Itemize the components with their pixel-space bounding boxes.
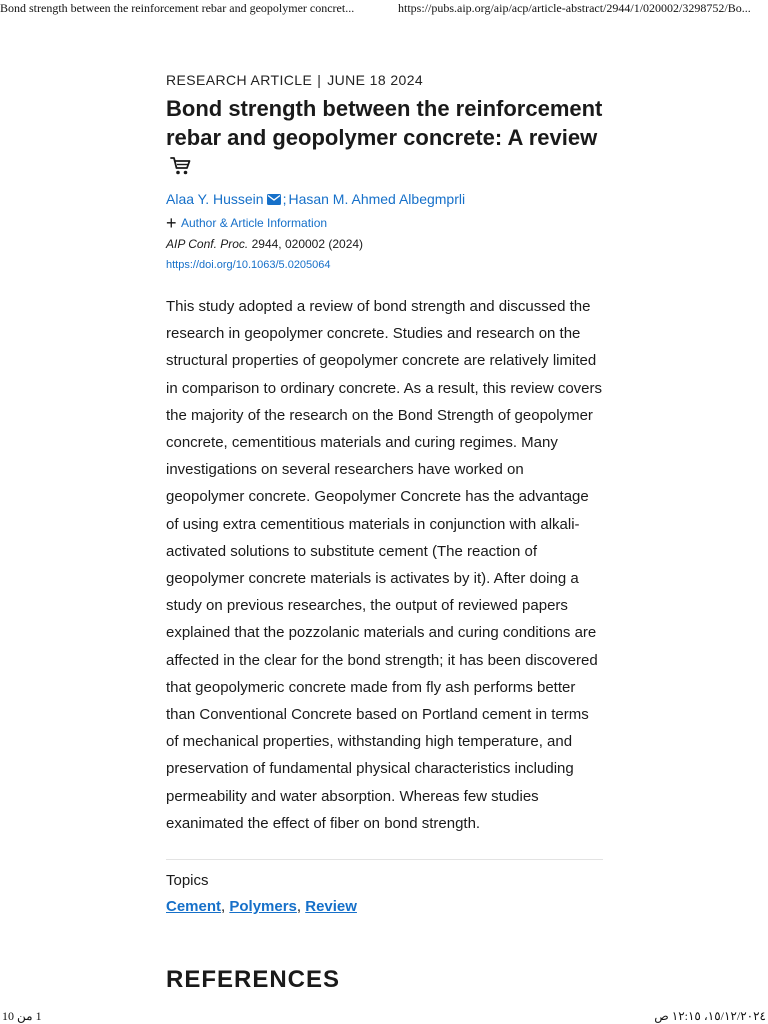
article-title-text: Bond strength between the reinforcement rebar and geopolymer concrete: A review xyxy=(166,96,603,150)
topic-link-review[interactable]: Review xyxy=(305,898,357,916)
topic-link-polymers[interactable]: Polymers xyxy=(229,898,297,916)
envelope-icon[interactable] xyxy=(267,190,281,210)
article-title xyxy=(166,94,603,183)
citation-journal: AIP Conf. Proc. xyxy=(166,237,249,251)
article-date: JUNE 18 2024 xyxy=(327,72,424,88)
topics-list xyxy=(166,896,603,918)
topics-label: Topics xyxy=(166,872,209,890)
references-section xyxy=(166,960,466,993)
topic-link-cement[interactable]: Cement xyxy=(166,898,222,916)
citation-details: 2944, 020002 (2024) xyxy=(251,237,364,251)
article-type: RESEARCH ARTICLE xyxy=(166,72,313,88)
shopping-cart-icon[interactable] xyxy=(170,154,192,183)
citation xyxy=(166,235,603,253)
divider xyxy=(166,859,603,860)
meta-separator: | xyxy=(317,72,322,88)
page-counter: 1 من 10 xyxy=(2,1009,42,1023)
print-header-url: https://pubs.aip.org/aip/acp/article-abstract/2944/1/020002/3298752/Bo... xyxy=(398,1,751,15)
author-link[interactable]: Hasan M. Ahmed Albegmprli xyxy=(288,191,466,207)
references-heading: REFERENCES xyxy=(166,966,341,993)
print-header xyxy=(0,0,768,18)
abstract-text: This study adopted a review of bond strength and discussed the research in geopolymer concrete. Studies and research on the structural properties of geopolymer concrete are relatively limited in comparison to ordinary concrete. As a result, this review covers the majority of the research on the Bond Strength of geopolymer concrete, cementitious materials and curing regimes. Many investigations on several researchers have worked on geopolymer concrete. Geopolymer Concrete has the advantage of using extra cementitious materials in conjunction with alkali-activated solutions to substitute cement (The reaction of geopolymer concrete materials is activates by it). After doing a study on previous researches, the output of reviewed papers explained that the pozzolanic materials and curing conditions are affected in the clear for the bond strength; it has been discovered that geopolymeric concrete made from fly ash performs better than Conventional Concrete based on Portland cement in terms of mechanical properties, withstanding high temperature, and preservation of fundamental physical characteristics including permeability and water absorption. Whereas few studies exanimated the effect of fiber on bond strength. xyxy=(166,298,603,832)
doi-link[interactable]: https://doi.org/10.1063/5.0205064 xyxy=(166,259,331,271)
article-meta xyxy=(166,70,603,90)
topic-separator: , xyxy=(296,898,302,916)
topic-separator: , xyxy=(221,898,226,916)
author-link[interactable]: Alaa Y. Hussein xyxy=(166,191,264,207)
info-toggle-label: Author & Article Information xyxy=(181,216,328,230)
print-footer xyxy=(0,1008,768,1024)
article xyxy=(166,70,603,918)
print-header-title: Bond strength between the reinforcement rebar and geopolymer concret... xyxy=(0,1,355,15)
plus-icon: + xyxy=(166,213,177,233)
author-list xyxy=(166,189,603,210)
author-article-info-toggle[interactable] xyxy=(166,214,603,232)
author-separator: ; xyxy=(282,191,287,207)
print-datetime: ١٥/١٢/٢٠٢٤، ١٢:١٥ ص xyxy=(654,1009,766,1023)
